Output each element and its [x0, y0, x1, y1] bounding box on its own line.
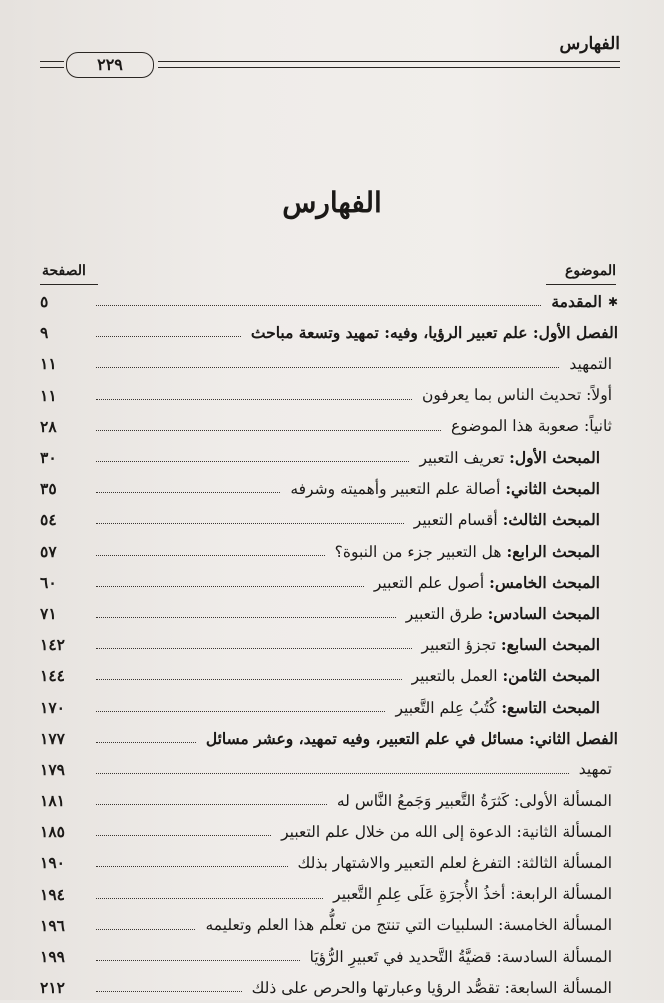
toc-entry-page: ٥٤ [40, 510, 57, 530]
toc-entry-title: المبحث الرابع: هل التعبير جزء من النبوة؟ [334, 541, 600, 561]
leader-dots [96, 711, 385, 712]
toc-entry [40, 972, 618, 1003]
toc-entry-title: المسألة السادسة: قضيَّةُ التَّحديد في تَعبيرِ الرُّؤيَا [309, 947, 612, 966]
toc-entry [40, 411, 618, 442]
toc-entry-title: المبحث الثاني: أصالة علم التعبير وأهميته وشرفه [290, 479, 600, 499]
toc-entry-title: المبحث الثامن: العمل بالتعبير [411, 666, 600, 686]
toc-entry-title: المسألة السابعة: تقصُّد الرؤيا وعبارتها والحرص على ذلك [251, 978, 612, 997]
leader-dots [96, 898, 323, 899]
toc-entry-title: المسألة الرابعة: أخذُ الأُجرَةِ عَلَى عِلمِ التَّعبير [333, 885, 612, 904]
toc-entry-title: المبحث السادس: طرق التعبير [405, 603, 600, 623]
header-rule-left [40, 61, 64, 62]
toc-entry [40, 847, 618, 878]
toc-entry-page: ١٩٤ [40, 884, 65, 904]
toc-entry-page: ١٧٧ [40, 728, 65, 748]
toc-entry-title: المسألة الأولى: كَثرَةُ التَّعبير وَجَمعُ النَّاس له [336, 791, 612, 810]
toc-entry-page: ٢١٢ [40, 978, 65, 998]
toc-entry [40, 317, 618, 348]
toc-entry-page: ٩ [40, 323, 49, 343]
running-title: الفهارس [559, 34, 620, 54]
header-rule [158, 61, 620, 62]
toc-entry-title: أولاً: تحديث الناس بما يعرفون [421, 386, 612, 405]
header-rule-left [40, 67, 64, 68]
bleed-through-text [70, 95, 630, 265]
asterisk-icon: ✱ [607, 294, 618, 309]
toc-entry-title: تمهيد [578, 760, 612, 779]
toc-entry-title: المبحث السابع: تجزؤ التعبير [421, 635, 600, 655]
toc-entry-title: المقدمة [551, 292, 602, 312]
toc-entry [40, 910, 618, 941]
toc-entry-page: ٥٧ [40, 541, 57, 561]
leader-dots [96, 648, 412, 649]
toc-entry-page: ١٩٠ [40, 853, 65, 873]
leader-dots [96, 555, 325, 556]
toc-entry [40, 567, 618, 598]
leader-dots [96, 305, 541, 306]
column-header-topic: الموضوع [565, 263, 616, 279]
toc-entry-page: ٧١ [40, 603, 57, 623]
leader-dots [96, 523, 404, 524]
toc-entry [40, 941, 618, 972]
toc-entry-title: المبحث الأول: تعريف التعبير [419, 448, 600, 468]
leader-dots [96, 679, 402, 680]
toc-entry-page: ١٤٤ [40, 666, 65, 686]
leader-dots [96, 399, 412, 400]
toc-entry-page: ٥ [40, 292, 49, 312]
toc-entry-page: ١١ [40, 354, 57, 374]
leader-dots [96, 336, 241, 337]
column-header-page: الصفحة [42, 263, 86, 279]
toc-entry-title: المبحث الثالث: أقسام التعبير [413, 510, 600, 530]
toc-entry-page: ١٧٩ [40, 759, 65, 779]
toc-entry-title: الفصل الأول: علم تعبير الرؤيا، وفيه: تمهيد وتسعة مباحث [250, 323, 618, 343]
toc-entry-title: المسألة الخامسة: السلبيات التي تنتج من تعلُّم هذا العلم وتعليمه [205, 916, 612, 935]
leader-dots [96, 461, 409, 462]
toc-entry-title: المبحث التاسع: كُتُبُ عِلم التَّعبير [395, 697, 600, 717]
toc-entry-page: ١٨١ [40, 791, 65, 811]
toc-entry-page: ١١ [40, 385, 57, 405]
toc-entry-title: المسألة الثانية: الدعوة إلى الله من خلال علم التعبير [281, 822, 612, 841]
leader-dots [96, 773, 569, 774]
leader-dots [96, 367, 559, 368]
toc-entry-page: ١٨٥ [40, 822, 65, 842]
column-underline [546, 284, 616, 285]
page-header [40, 34, 620, 74]
toc-entry-page: ١٩٩ [40, 947, 65, 967]
toc-entry [40, 348, 618, 379]
leader-dots [96, 586, 364, 587]
toc-entry [40, 598, 618, 629]
toc-entry-page: ١٤٢ [40, 635, 65, 655]
leader-dots [96, 742, 196, 743]
toc-entry [40, 473, 618, 504]
leader-dots [96, 835, 271, 836]
toc-entry-page: ٢٨ [40, 416, 57, 436]
leader-dots [96, 492, 280, 493]
header-rule [158, 67, 620, 68]
toc-entry-page: ٣٠ [40, 448, 57, 468]
leader-dots [96, 929, 195, 930]
toc-entry [40, 504, 618, 535]
toc-entry [40, 816, 618, 847]
toc-entry-title: المبحث الخامس: أصول علم التعبير [373, 572, 600, 592]
column-underline [40, 284, 98, 285]
leader-dots [96, 430, 441, 431]
page-number-badge: ٢٢٩ [66, 52, 154, 78]
toc-entry [40, 536, 618, 567]
toc-entry [40, 754, 618, 785]
toc-entry-page: ٦٠ [40, 572, 57, 592]
table-of-contents [40, 286, 618, 1003]
page-title: الفهارس [282, 186, 382, 219]
toc-entry-title: المسألة الثالثة: التفرغ لعلم التعبير والاشتهار بذلك [297, 853, 612, 872]
toc-entry-page: ١٩٦ [40, 915, 65, 935]
toc-entry-page: ١٧٠ [40, 697, 65, 717]
leader-dots [96, 991, 242, 992]
leader-dots [96, 617, 396, 618]
toc-entry-page: ٣٥ [40, 479, 57, 499]
toc-entry-title: الفصل الثاني: مسائل في علم التعبير، وفيه تمهيد، وعشر مسائل [205, 728, 618, 748]
toc-entry [40, 380, 618, 411]
toc-entry [40, 442, 618, 473]
toc-entry [40, 723, 618, 754]
toc-entry [40, 879, 618, 910]
toc-entry [40, 660, 618, 691]
toc-entry [40, 785, 618, 816]
toc-entry [40, 629, 618, 660]
leader-dots [96, 960, 300, 961]
leader-dots [96, 866, 288, 867]
toc-entry [40, 286, 618, 317]
toc-entry [40, 691, 618, 722]
toc-entry-title: التمهيد [569, 354, 612, 373]
leader-dots [96, 804, 327, 805]
toc-entry-title: ثانياً: صعوبة هذا الموضوع [450, 417, 612, 436]
